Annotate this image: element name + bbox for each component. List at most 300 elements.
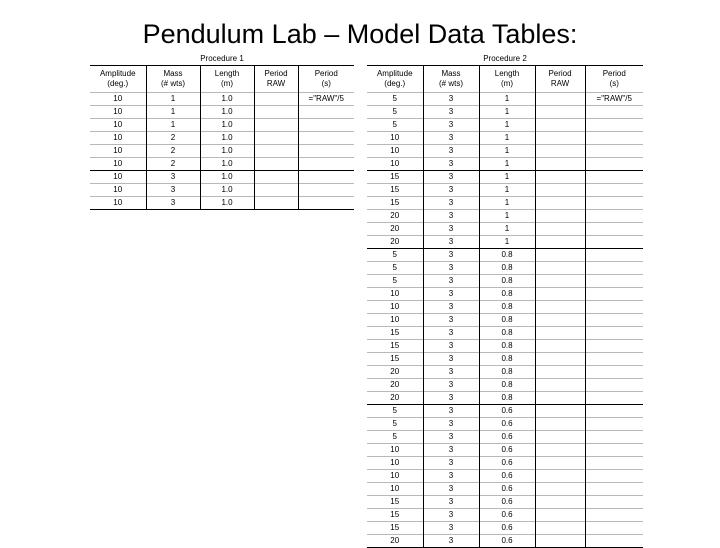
- cell-period-s: [585, 262, 643, 275]
- table-row: [90, 145, 354, 158]
- cell-mass: 3: [146, 184, 200, 197]
- cell-period-raw: [535, 353, 585, 366]
- table-row: [367, 223, 643, 236]
- column-header-amplitude: [367, 66, 423, 93]
- cell-amplitude: 10: [90, 106, 146, 119]
- procedure-1-table: [90, 53, 354, 210]
- cell-mass: 3: [423, 327, 479, 340]
- cell-period-raw: [535, 483, 585, 496]
- cell-amplitude: 15: [367, 171, 423, 184]
- cell-length: 1: [479, 145, 535, 158]
- table-row: [367, 327, 643, 340]
- cell-period-raw: [535, 522, 585, 535]
- cell-period-s: [298, 132, 354, 145]
- column-header-mass: [423, 66, 479, 93]
- cell-period-raw: [535, 379, 585, 392]
- cell-mass: 3: [423, 223, 479, 236]
- table-row: [367, 444, 643, 457]
- table-row: [367, 158, 643, 171]
- cell-length: 0.6: [479, 509, 535, 522]
- cell-amplitude: 15: [367, 327, 423, 340]
- cell-period-raw: [535, 314, 585, 327]
- table-row: [367, 93, 643, 106]
- cell-length: 1.0: [200, 93, 254, 106]
- cell-period-raw: [254, 106, 298, 119]
- cell-length: 0.6: [479, 418, 535, 431]
- cell-amplitude: 10: [90, 184, 146, 197]
- cell-period-s: [585, 444, 643, 457]
- cell-mass: 3: [423, 93, 479, 106]
- cell-length: 1.0: [200, 145, 254, 158]
- table-row: [367, 509, 643, 522]
- cell-length: 0.8: [479, 353, 535, 366]
- cell-length: 0.6: [479, 496, 535, 509]
- cell-length: 1.0: [200, 132, 254, 145]
- cell-mass: 3: [423, 106, 479, 119]
- cell-period-s: [585, 249, 643, 262]
- cell-period-s: [585, 483, 643, 496]
- procedure-2-grid: [367, 53, 643, 548]
- table-row: [90, 106, 354, 119]
- column-header-line: (s): [321, 79, 331, 88]
- cell-length: 1: [479, 210, 535, 223]
- procedure-2-header-row: [367, 66, 643, 93]
- cell-length: 1.0: [200, 119, 254, 132]
- cell-amplitude: 10: [367, 314, 423, 327]
- cell-period-s: [585, 353, 643, 366]
- cell-mass: 3: [423, 275, 479, 288]
- procedure-1-body: [90, 93, 354, 210]
- cell-length: 1.0: [200, 158, 254, 171]
- cell-period-s: [585, 210, 643, 223]
- table-row: [367, 184, 643, 197]
- cell-period-raw: [535, 301, 585, 314]
- cell-amplitude: 15: [367, 340, 423, 353]
- column-header-period-raw: [254, 66, 298, 93]
- cell-mass: 3: [423, 418, 479, 431]
- cell-length: 1.0: [200, 197, 254, 210]
- cell-length: 1.0: [200, 106, 254, 119]
- cell-period-raw: [535, 457, 585, 470]
- cell-mass: 3: [423, 210, 479, 223]
- cell-amplitude: 10: [367, 301, 423, 314]
- table-row: [367, 262, 643, 275]
- cell-period-raw: [254, 171, 298, 184]
- cell-period-raw: [535, 197, 585, 210]
- table-row: [90, 93, 354, 106]
- cell-period-raw: [254, 119, 298, 132]
- cell-period-s: [585, 197, 643, 210]
- cell-amplitude: 10: [90, 197, 146, 210]
- cell-mass: 3: [423, 483, 479, 496]
- cell-length: 1: [479, 197, 535, 210]
- cell-mass: 2: [146, 158, 200, 171]
- cell-period-s: [298, 106, 354, 119]
- cell-length: 0.8: [479, 379, 535, 392]
- page-title: Pendulum Lab – Model Data Tables:: [142, 19, 578, 49]
- cell-length: 1.0: [200, 171, 254, 184]
- cell-period-s: [585, 132, 643, 145]
- table-row: [367, 418, 643, 431]
- cell-period-raw: [535, 535, 585, 548]
- cell-amplitude: 10: [367, 132, 423, 145]
- column-header-line: (m): [221, 79, 233, 88]
- cell-period-raw: [535, 405, 585, 418]
- table-row: [367, 522, 643, 535]
- cell-period-raw: [535, 496, 585, 509]
- cell-period-s: [585, 457, 643, 470]
- cell-amplitude: 10: [367, 158, 423, 171]
- procedure-1-caption: Procedure 1: [200, 54, 244, 63]
- cell-period-raw: [254, 158, 298, 171]
- table-row: [367, 249, 643, 262]
- cell-amplitude: 10: [367, 145, 423, 158]
- cell-period-raw: [535, 249, 585, 262]
- cell-period-s: [585, 236, 643, 249]
- cell-length: 1: [479, 93, 535, 106]
- procedure-1-header-row: [90, 66, 354, 93]
- cell-length: 0.6: [479, 483, 535, 496]
- cell-length: 0.6: [479, 522, 535, 535]
- cell-period-raw: [535, 236, 585, 249]
- cell-mass: 3: [423, 353, 479, 366]
- cell-mass: 3: [423, 301, 479, 314]
- cell-length: 0.8: [479, 366, 535, 379]
- cell-period-raw: [535, 275, 585, 288]
- cell-period-s: [585, 301, 643, 314]
- cell-period-raw: [535, 392, 585, 405]
- cell-amplitude: 20: [367, 535, 423, 548]
- cell-period-raw: [535, 106, 585, 119]
- table-row: [367, 366, 643, 379]
- cell-mass: 3: [423, 379, 479, 392]
- cell-amplitude: 15: [367, 509, 423, 522]
- column-header-line: Mass: [163, 69, 183, 78]
- cell-amplitude: 10: [90, 93, 146, 106]
- cell-amplitude: 20: [367, 236, 423, 249]
- column-header-length: [479, 66, 535, 93]
- cell-amplitude: 15: [367, 496, 423, 509]
- column-header-line: Amplitude: [376, 69, 413, 78]
- cell-mass: 3: [146, 171, 200, 184]
- cell-mass: 3: [423, 340, 479, 353]
- table-row: [367, 496, 643, 509]
- cell-mass: 3: [423, 184, 479, 197]
- cell-period-s: [585, 470, 643, 483]
- cell-amplitude: 10: [90, 171, 146, 184]
- cell-mass: 3: [423, 470, 479, 483]
- column-header-line: Period: [602, 69, 626, 78]
- cell-period-raw: [254, 184, 298, 197]
- cell-mass: 3: [146, 197, 200, 210]
- cell-amplitude: 20: [367, 210, 423, 223]
- cell-period-raw: [535, 444, 585, 457]
- cell-mass: 3: [423, 197, 479, 210]
- cell-period-raw: [254, 197, 298, 210]
- cell-amplitude: 20: [367, 223, 423, 236]
- cell-period-raw: [535, 470, 585, 483]
- table-row: [90, 197, 354, 210]
- cell-mass: 3: [423, 132, 479, 145]
- cell-period-s: [585, 535, 643, 548]
- cell-period-s: [585, 327, 643, 340]
- table-row: [367, 483, 643, 496]
- table-row: [367, 353, 643, 366]
- table-row: [367, 457, 643, 470]
- cell-mass: 3: [423, 535, 479, 548]
- table-row: [367, 197, 643, 210]
- procedure-2-caption: Procedure 2: [483, 54, 527, 63]
- column-header-period-raw: [535, 66, 585, 93]
- table-row: [367, 535, 643, 548]
- cell-amplitude: 15: [367, 197, 423, 210]
- cell-mass: 2: [146, 145, 200, 158]
- table-row: [367, 132, 643, 145]
- cell-length: 0.6: [479, 444, 535, 457]
- cell-mass: 3: [423, 119, 479, 132]
- table-row: [367, 379, 643, 392]
- cell-length: 0.8: [479, 314, 535, 327]
- cell-period-s: [585, 496, 643, 509]
- cell-amplitude: 5: [367, 249, 423, 262]
- cell-amplitude: 5: [367, 418, 423, 431]
- cell-period-s: [298, 145, 354, 158]
- cell-mass: 3: [423, 392, 479, 405]
- procedure-2-body: [367, 93, 643, 548]
- cell-period-raw: [535, 509, 585, 522]
- cell-mass: 3: [423, 366, 479, 379]
- cell-amplitude: 20: [367, 392, 423, 405]
- cell-period-raw: [535, 119, 585, 132]
- cell-amplitude: 20: [367, 379, 423, 392]
- column-header-length: [200, 66, 254, 93]
- cell-amplitude: 5: [367, 431, 423, 444]
- column-header-line: Period: [314, 69, 338, 78]
- column-header-amplitude: [90, 66, 146, 93]
- cell-period-s: [585, 431, 643, 444]
- cell-period-s: [585, 314, 643, 327]
- cell-amplitude: 5: [367, 405, 423, 418]
- table-row: [90, 184, 354, 197]
- column-header-line: (s): [609, 79, 619, 88]
- cell-length: 1: [479, 158, 535, 171]
- cell-length: 0.6: [479, 470, 535, 483]
- cell-mass: 3: [423, 288, 479, 301]
- cell-period-s: [585, 418, 643, 431]
- column-header-line: (deg.): [107, 79, 129, 88]
- cell-length: 0.8: [479, 340, 535, 353]
- cell-amplitude: 10: [367, 470, 423, 483]
- cell-period-raw: [535, 288, 585, 301]
- cell-amplitude: 10: [90, 132, 146, 145]
- cell-mass: 3: [423, 522, 479, 535]
- cell-mass: 3: [423, 236, 479, 249]
- cell-period-s: [585, 275, 643, 288]
- cell-period-raw: [535, 171, 585, 184]
- table-row: [367, 431, 643, 444]
- procedure-2-table: [367, 53, 643, 548]
- cell-period-s: [585, 509, 643, 522]
- cell-period-s: [585, 158, 643, 171]
- column-header-line: Mass: [441, 69, 461, 78]
- cell-amplitude: 10: [367, 444, 423, 457]
- cell-amplitude: 10: [367, 288, 423, 301]
- procedure-1-grid: [90, 53, 354, 210]
- cell-period-s: [585, 184, 643, 197]
- cell-period-s: ="RAW"/5: [298, 93, 354, 106]
- table-row: [90, 171, 354, 184]
- table-row: [367, 236, 643, 249]
- column-header-line: (# wts): [161, 79, 185, 88]
- cell-period-s: [298, 119, 354, 132]
- cell-period-s: [585, 119, 643, 132]
- column-header-line: (m): [501, 79, 513, 88]
- cell-period-raw: [535, 158, 585, 171]
- cell-mass: 3: [423, 158, 479, 171]
- cell-amplitude: 10: [367, 457, 423, 470]
- cell-amplitude: 5: [367, 106, 423, 119]
- column-header-period-s: [298, 66, 354, 93]
- cell-mass: 3: [423, 262, 479, 275]
- cell-period-raw: [535, 366, 585, 379]
- cell-period-s: [585, 366, 643, 379]
- cell-length: 0.6: [479, 535, 535, 548]
- cell-amplitude: 10: [367, 483, 423, 496]
- cell-period-raw: [535, 132, 585, 145]
- cell-period-raw: [254, 93, 298, 106]
- column-header-line: Period: [264, 69, 288, 78]
- cell-period-raw: [535, 210, 585, 223]
- cell-mass: 3: [423, 145, 479, 158]
- cell-length: 1: [479, 236, 535, 249]
- table-row: [367, 340, 643, 353]
- cell-period-raw: [535, 340, 585, 353]
- cell-period-raw: [535, 327, 585, 340]
- cell-mass: 3: [423, 509, 479, 522]
- table-row: [367, 288, 643, 301]
- cell-mass: 3: [423, 457, 479, 470]
- cell-period-s: [298, 197, 354, 210]
- cell-amplitude: 15: [367, 522, 423, 535]
- cell-mass: 3: [423, 496, 479, 509]
- cell-length: 1.0: [200, 184, 254, 197]
- cell-mass: 3: [423, 431, 479, 444]
- cell-period-s: [585, 171, 643, 184]
- column-header-period-s: [585, 66, 643, 93]
- column-header-line: Length: [214, 69, 240, 78]
- cell-amplitude: 5: [367, 262, 423, 275]
- cell-period-raw: [535, 93, 585, 106]
- cell-period-s: [585, 379, 643, 392]
- cell-mass: 3: [423, 171, 479, 184]
- cell-period-raw: [254, 145, 298, 158]
- column-header-line: (# wts): [439, 79, 463, 88]
- cell-mass: 3: [423, 249, 479, 262]
- cell-period-s: [585, 405, 643, 418]
- cell-mass: 1: [146, 93, 200, 106]
- cell-length: 0.8: [479, 392, 535, 405]
- cell-length: 1: [479, 132, 535, 145]
- column-header-line: Length: [494, 69, 520, 78]
- cell-period-s: [298, 158, 354, 171]
- cell-amplitude: 15: [367, 353, 423, 366]
- cell-length: 0.8: [479, 249, 535, 262]
- table-row: [367, 301, 643, 314]
- cell-length: 0.8: [479, 262, 535, 275]
- table-row: [90, 119, 354, 132]
- cell-mass: 3: [423, 314, 479, 327]
- cell-length: 0.8: [479, 301, 535, 314]
- cell-period-raw: [535, 184, 585, 197]
- column-header-mass: [146, 66, 200, 93]
- cell-period-raw: [535, 145, 585, 158]
- table-row: [367, 392, 643, 405]
- cell-period-s: [585, 392, 643, 405]
- cell-mass: 2: [146, 132, 200, 145]
- table-row: [367, 275, 643, 288]
- column-header-line: (deg.): [384, 79, 406, 88]
- cell-mass: 1: [146, 119, 200, 132]
- cell-amplitude: 5: [367, 119, 423, 132]
- cell-amplitude: 5: [367, 275, 423, 288]
- table-row: [367, 145, 643, 158]
- cell-period-s: [585, 522, 643, 535]
- table-row: [367, 119, 643, 132]
- cell-amplitude: 5: [367, 93, 423, 106]
- cell-mass: 1: [146, 106, 200, 119]
- cell-mass: 3: [423, 405, 479, 418]
- cell-amplitude: 20: [367, 366, 423, 379]
- column-header-line: Period: [548, 69, 572, 78]
- cell-mass: 3: [423, 444, 479, 457]
- cell-length: 0.8: [479, 327, 535, 340]
- table-row: [367, 470, 643, 483]
- cell-amplitude: 15: [367, 184, 423, 197]
- cell-length: 1: [479, 171, 535, 184]
- cell-length: 1: [479, 223, 535, 236]
- cell-length: 0.8: [479, 288, 535, 301]
- cell-period-raw: [535, 418, 585, 431]
- cell-amplitude: 10: [90, 145, 146, 158]
- table-row: [367, 210, 643, 223]
- cell-length: 0.8: [479, 275, 535, 288]
- cell-period-raw: [254, 132, 298, 145]
- cell-period-s: [585, 106, 643, 119]
- column-header-line: RAW: [266, 79, 286, 88]
- cell-period-raw: [535, 262, 585, 275]
- cell-length: 0.6: [479, 405, 535, 418]
- cell-period-s: [585, 145, 643, 158]
- column-header-line: RAW: [550, 79, 570, 88]
- cell-amplitude: 10: [90, 119, 146, 132]
- table-row: [90, 132, 354, 145]
- cell-period-s: [585, 223, 643, 236]
- cell-amplitude: 10: [90, 158, 146, 171]
- cell-period-raw: [535, 431, 585, 444]
- cell-period-s: [298, 184, 354, 197]
- cell-period-raw: [535, 223, 585, 236]
- cell-length: 1: [479, 106, 535, 119]
- column-header-line: Amplitude: [99, 69, 136, 78]
- cell-period-s: ="RAW"/5: [585, 93, 643, 106]
- cell-period-s: [585, 340, 643, 353]
- cell-length: 0.6: [479, 457, 535, 470]
- table-row: [367, 106, 643, 119]
- cell-length: 0.6: [479, 431, 535, 444]
- cell-length: 1: [479, 119, 535, 132]
- cell-period-s: [585, 288, 643, 301]
- table-row: [90, 158, 354, 171]
